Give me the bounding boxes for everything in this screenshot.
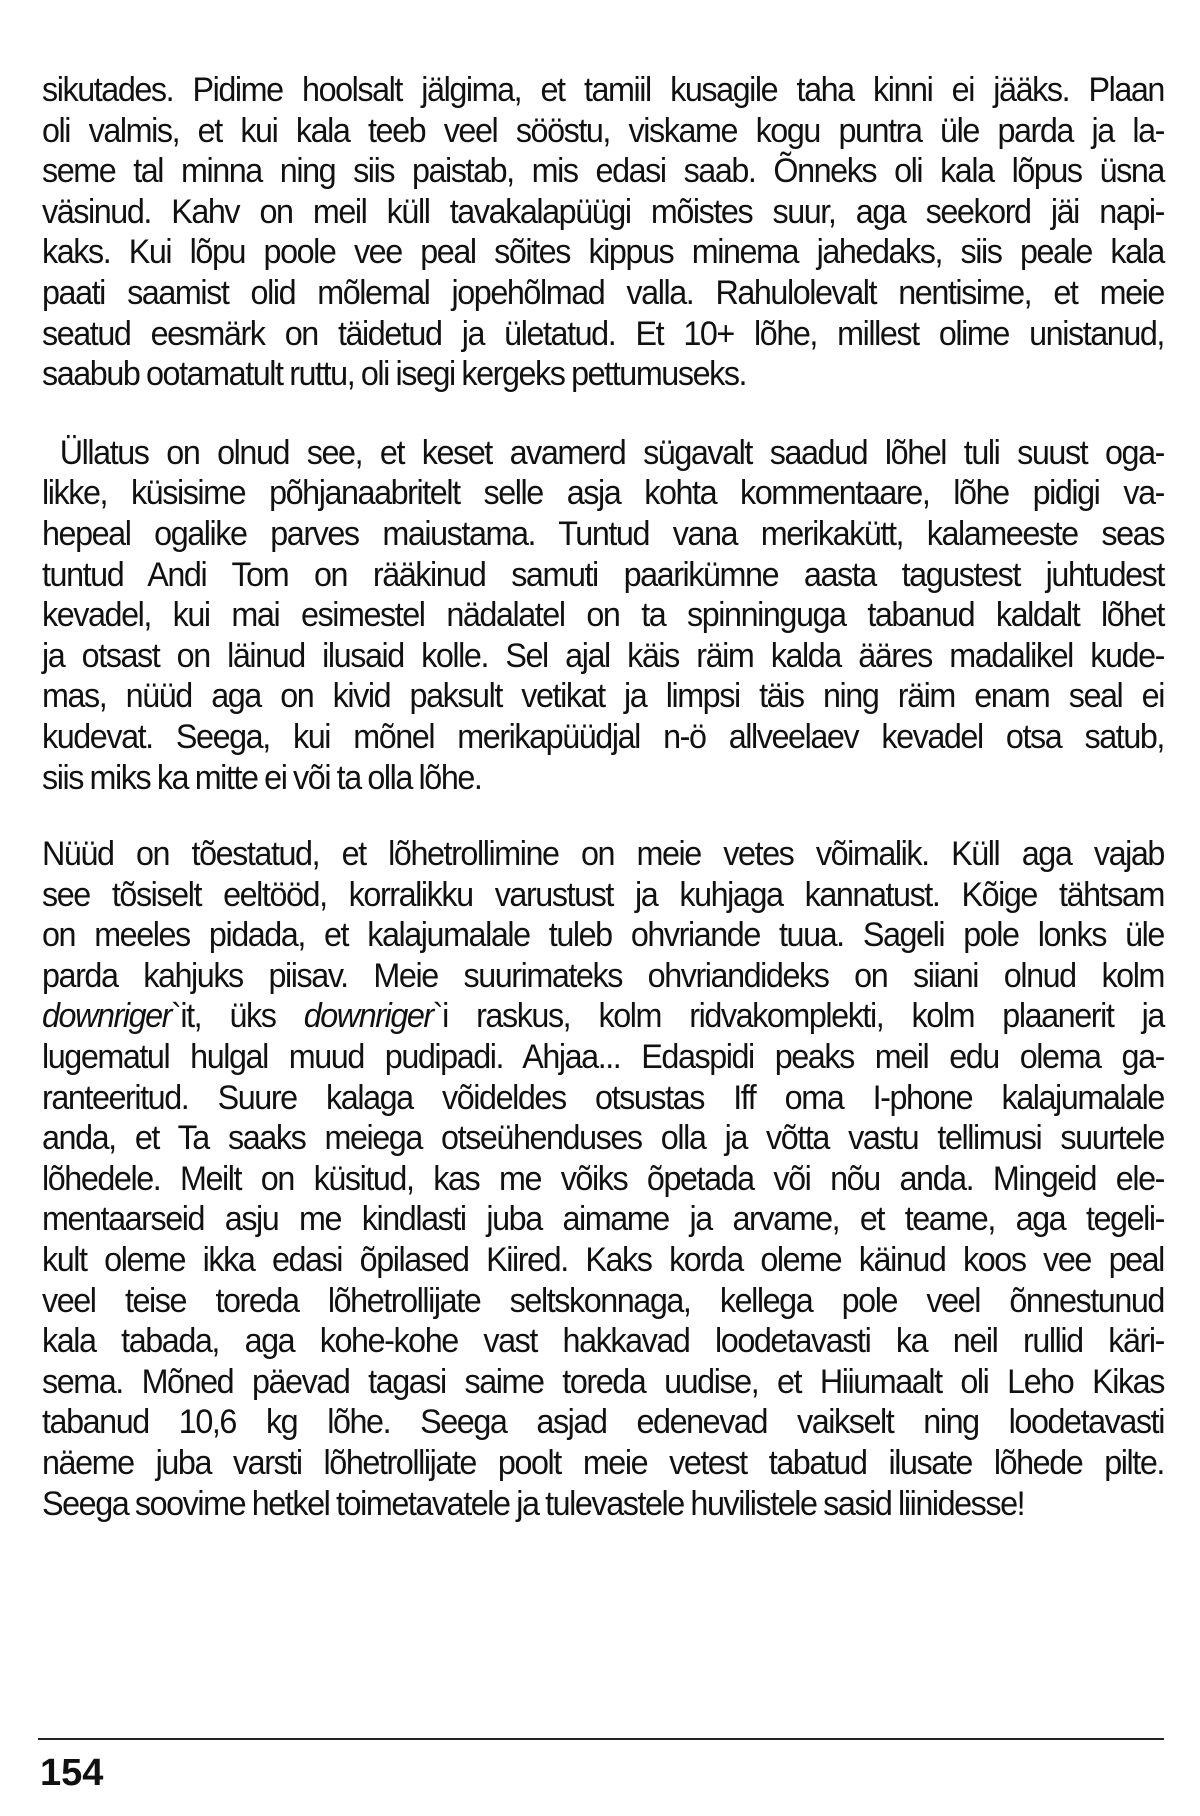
text-line: Seega soovime hetkel toimetavatele ja tulevastele huvilistele sasid liinidesse!	[42, 1484, 1025, 1523]
text-line: paati saamist olid mõlemal jopehõlmad valla. Rahulolevalt nentisime, et meie	[42, 273, 1164, 312]
page-body	[42, 70, 1164, 1524]
paragraph-2	[42, 433, 1164, 798]
text-line: hepeal ogalike parves maiustama. Tuntud vana merikakütt, kalameeste seas	[42, 514, 1164, 553]
text-line: tuntud Andi Tom on rääkinud samuti paarikümne aasta tagustest juhtudest	[42, 555, 1164, 594]
text-line: sema. Mõned päevad tagasi saime toreda uudise, et Hiiumaalt oli Leho Kikas	[42, 1362, 1164, 1401]
text-line: on meeles pidada, et kalajumalale tuleb ohvriande tuua. Sageli pole lonks üle	[42, 916, 1164, 955]
text-line: tabanud 10,6 kg lõhe. Seega asjad edenevad vaikselt ning loodetavasti	[42, 1403, 1164, 1442]
text-line: seme tal minna ning siis paistab, mis edasi saab. Õnneks oli kala lõpus üsna	[42, 152, 1164, 191]
text-line: ranteeritud. Suure kalaga võideldes otsustas Iff oma I-phone kalajumalale	[42, 1078, 1164, 1117]
text-line: Nüüd on tõestatud, et lõhetrollimine on meie vetes võimalik. Küll aga vajab	[42, 835, 1164, 874]
text-line: kaks. Kui lõpu poole vee peal sõites kippus minema jahedaks, siis peale kala	[42, 233, 1164, 272]
text-line: Üllatus on olnud see, et keset avamerd sügavalt saadud lõhel tuli suust oga-	[42, 433, 1164, 472]
text-line: veel teise toreda lõhetrollijate seltskonnaga, kellega pole veel õnnestunud	[42, 1281, 1164, 1320]
text-line: mas, nüüd aga on kivid paksult vetikat ja limpsi täis ning räim enam seal ei	[42, 677, 1164, 716]
paragraph-1	[42, 70, 1164, 395]
text-line-downriger	[42, 996, 1164, 1037]
text-line: siis miks ka mitte ei või ta olla lõhe.	[42, 758, 482, 797]
text-line: anda, et Ta saaks meiega otseühenduses olla ja võtta vastu tellimusi suurtele	[42, 1119, 1164, 1158]
text-line: oli valmis, et kui kala teeb veel sööstu, viskame kogu puntra üle parda ja la-	[42, 111, 1164, 150]
text-line: lugematul hulgal muud pudipadi. Ahjaa... Edaspidi peaks meil edu olema ga-	[42, 1038, 1164, 1077]
text-line: kala tabada, aga kohe-kohe vast hakkavad loodetavasti ka neil rullid käri-	[42, 1322, 1164, 1361]
italic-term: downriger	[303, 997, 433, 1036]
text-line: kult oleme ikka edasi õpilased Kiired. Kaks korda oleme käinud koos vee peal	[42, 1241, 1164, 1280]
text-line: kevadel, kui mai esimestel nädalatel on ta spinninguga tabanud kaldalt lõhet	[42, 596, 1164, 635]
text-line: ja otsast on läinud ilusaid kolle. Sel ajal käis räim kalda ääres madalikel kude-	[42, 636, 1164, 675]
text-line: mentaarseid asju me kindlasti juba aimame ja arvame, et teame, aga tegeli-	[42, 1200, 1164, 1239]
text-line: parda kahjuks piisav. Meie suurimateks ohvriandideks on siiani olnud kolm	[42, 956, 1164, 995]
text-line: kudevat. Seega, kui mõnel merikapüüdjal n-ö allveelaev kevadel otsa satub,	[42, 717, 1164, 756]
text-line: näeme juba varsti lõhetrollijate poolt meie vetest tabatud ilusate lõhede pilte.	[42, 1444, 1164, 1482]
text-line: likke, küsisime põhjanaabritelt selle asja kohta kommentaare, lõhe pidigi va-	[42, 474, 1164, 513]
paragraph-gap	[42, 798, 1164, 834]
italic-term: downriger	[42, 997, 172, 1036]
page-number: 154	[40, 1752, 104, 1794]
text-fragment: `i raskus, kolm ridvakomplekti, kolm plaanerit ja	[432, 997, 1164, 1036]
paragraph-3	[42, 834, 1164, 1524]
text-line: saabub ootamatult ruttu, oli isegi kergeks pettumuseks.	[42, 355, 747, 394]
text-line: see tõsiselt eeltööd, korralikku varustust ja kuhjaga kannatust. Kõige tähtsam	[42, 875, 1164, 914]
text-line: seatud eesmärk on täidetud ja ületatud. Et 10+ lõhe, millest olime unistanud,	[42, 314, 1164, 353]
footer-divider	[38, 1738, 1164, 1740]
text-line: lõhedele. Meilt on küsitud, kas me võiks õpetada või nõu anda. Mingeid ele-	[42, 1159, 1164, 1198]
text-line: sikutades. Pidime hoolsalt jälgima, et tamiil kusagile taha kinni ei jääks. Plaan	[42, 71, 1164, 109]
text-fragment: `it, üks	[171, 997, 304, 1036]
paragraph-gap	[42, 395, 1164, 433]
text-line: väsinud. Kahv on meil küll tavakalapüügi mõistes suur, aga seekord jäi napi-	[42, 192, 1164, 231]
